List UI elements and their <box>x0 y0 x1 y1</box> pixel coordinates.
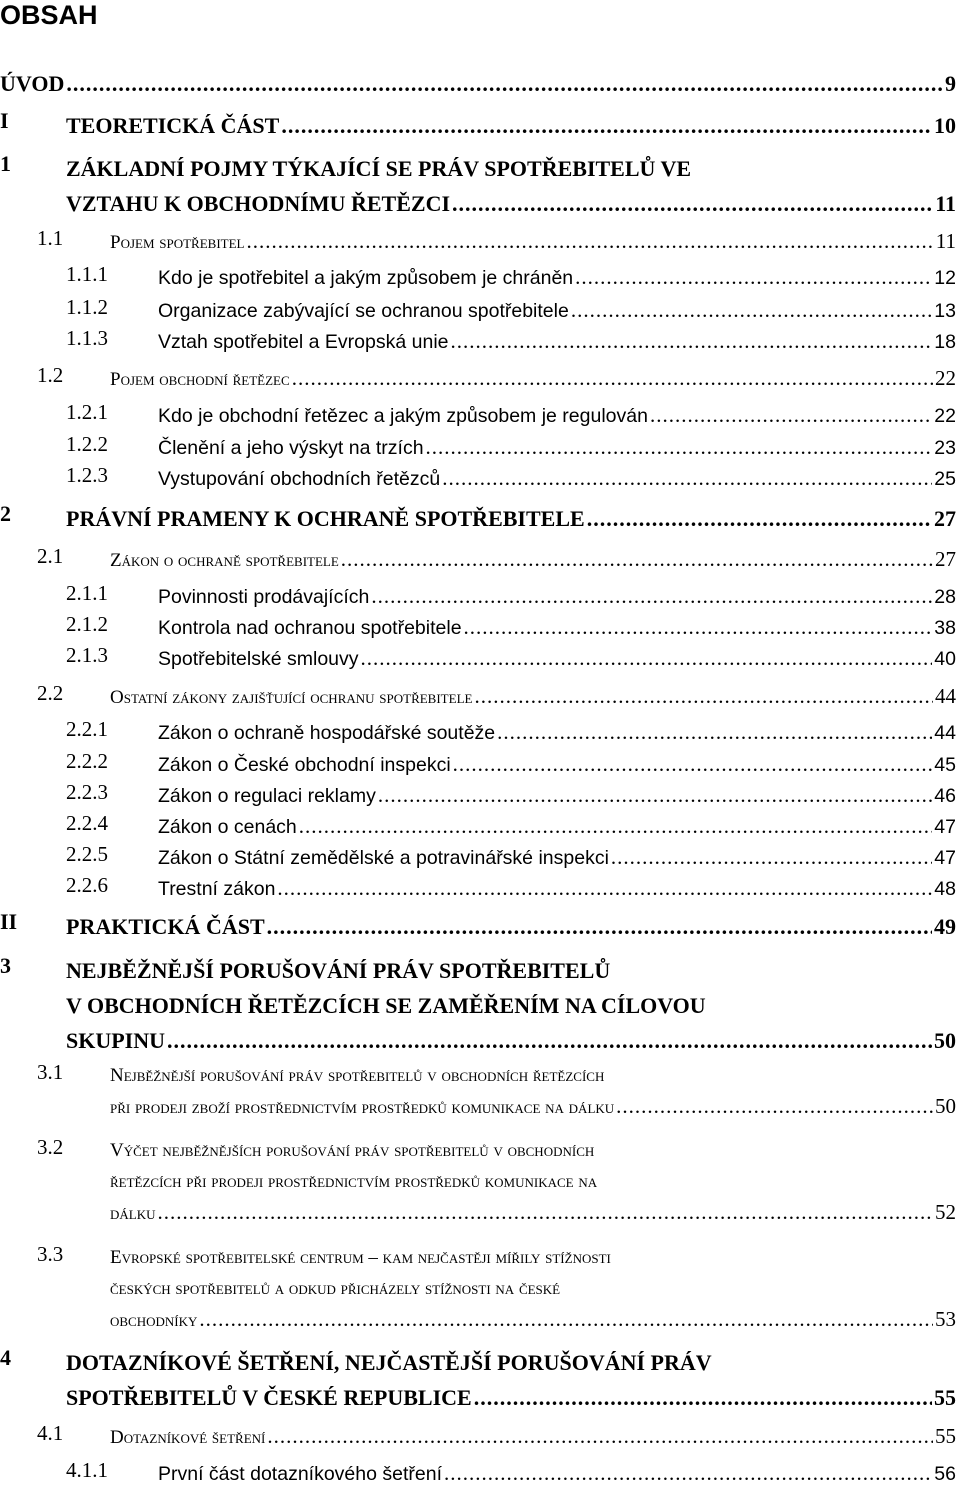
dot-leader <box>587 501 932 536</box>
dot-leader <box>371 581 932 612</box>
toc-entry-text <box>158 780 956 811</box>
dot-leader <box>474 681 933 712</box>
toc-entry-title: obchodníky <box>110 1310 198 1331</box>
dot-leader <box>650 400 932 431</box>
dot-leader <box>267 1421 933 1452</box>
toc-entry-page: 27 <box>934 506 956 531</box>
toc-entry-line <box>110 1242 956 1273</box>
toc-entry-number: 1.2 <box>37 363 64 387</box>
toc-entry-page: 55 <box>934 1385 956 1410</box>
toc-entry-page: 45 <box>934 754 956 776</box>
toc-entry-line <box>66 1023 956 1058</box>
toc-entry-number: 1 <box>0 151 11 176</box>
dot-leader <box>474 1380 932 1415</box>
toc-entry-title: Zákon o ochraně hospodářské soutěže <box>158 722 496 744</box>
toc-entry-title: Zákon o regulaci reklamy <box>158 785 376 807</box>
toc-entry-title: NEJBĚŽNĚJŠÍ PORUŠOVÁNÍ PRÁV SPOTŘEBITELŮ <box>66 958 611 983</box>
toc-entry-number: 2.1.3 <box>66 643 108 667</box>
toc-entry-page: 49 <box>934 914 956 939</box>
toc-entry-text <box>158 717 956 748</box>
toc-entry-page: 47 <box>934 847 956 869</box>
toc-entry-text <box>158 262 956 293</box>
toc-entry-number: 2.2.2 <box>66 749 108 773</box>
toc-entry-title: při prodeji zboží prostřednictvím prostředků komunikace na dálku <box>110 1097 615 1118</box>
toc-entry-number: 2.2.1 <box>66 717 108 741</box>
toc-entry-line <box>158 262 956 293</box>
toc-entry-number: 4 <box>0 1345 11 1370</box>
toc-entry-title: Povinnosti prodávajících <box>158 586 370 608</box>
toc-entry-title: SKUPINU <box>66 1028 166 1053</box>
toc-entry-page: 11 <box>935 191 956 216</box>
dot-leader <box>452 186 933 221</box>
toc-entry-page: 48 <box>934 878 956 900</box>
toc-entry-title: Členění a jeho výskyt na trzích <box>158 437 424 459</box>
toc-entry-text <box>158 749 956 780</box>
toc-entry-number: 3 <box>0 953 11 978</box>
toc-entry-title: SPOTŘEBITELŮ V ČESKÉ REPUBLICE <box>66 1385 472 1410</box>
dot-leader <box>292 363 933 394</box>
toc-entry-title: Organizace zabývající se ochranou spotřebitele <box>158 300 569 322</box>
toc-entry-page: 12 <box>934 267 956 289</box>
toc-entry-number: I <box>0 108 9 133</box>
toc-entry-line <box>110 544 956 575</box>
toc-entry-text <box>110 1421 956 1452</box>
toc-entry-line <box>158 295 956 326</box>
toc-entry-text <box>158 1458 956 1489</box>
toc-entry-text <box>158 873 956 904</box>
toc-entry-text <box>158 643 956 674</box>
toc-entry-text <box>110 226 956 257</box>
toc-entry-line <box>158 1458 956 1489</box>
toc-entry-title: V OBCHODNÍCH ŘETĚZCÍCH SE ZAMĚŘENÍM NA CÍLOVOU <box>66 993 706 1018</box>
toc-entry-line <box>110 1421 956 1452</box>
dot-leader <box>464 612 933 643</box>
toc-entry-line <box>66 108 956 143</box>
toc-entry-text <box>66 1345 956 1415</box>
toc-entry-page: 56 <box>934 1463 956 1485</box>
toc-entry-text <box>110 544 956 575</box>
toc-entry-number: 2.1 <box>37 544 64 568</box>
dot-leader <box>444 1458 932 1489</box>
toc-entry-line <box>158 432 956 463</box>
toc-entry-text <box>110 1135 956 1228</box>
toc-entry-text <box>158 295 956 326</box>
toc-entry-text <box>158 811 956 842</box>
toc-entry-text <box>110 681 956 712</box>
toc-entry-title: Evropské spotřebitelské centrum – kam nejčastěji mířily stížnosti <box>110 1247 611 1268</box>
dot-leader <box>616 1091 933 1122</box>
toc-entry-number: 1.1.1 <box>66 262 108 286</box>
toc-entry-line <box>158 643 956 674</box>
dot-leader <box>167 1023 932 1058</box>
toc-entry-title: Zákon o cenách <box>158 816 297 838</box>
toc-entry-page: 44 <box>934 722 956 744</box>
toc-entry-title: TEORETICKÁ ČÁST <box>66 113 280 138</box>
toc-entry-title: VZTAHU K OBCHODNÍMU ŘETĚZCI <box>66 191 451 216</box>
dot-leader <box>341 544 933 575</box>
toc-entry-line <box>66 1345 956 1380</box>
toc-entry-number: 1.1.3 <box>66 326 108 350</box>
dot-leader <box>451 326 933 357</box>
dot-leader <box>497 717 932 748</box>
toc-entry-title: Zákon o Státní zemědělské a potravinářské inspekci <box>158 847 609 869</box>
toc-entry-text <box>110 1060 956 1122</box>
toc-entry-title: dálku <box>110 1203 156 1224</box>
toc-entry-title: českých spotřebitelů a odkud přicházely stížnosti na české <box>110 1278 561 1299</box>
toc-entry-number: 4.1 <box>37 1421 64 1445</box>
toc-entry-line <box>158 780 956 811</box>
toc-entry-title: ZÁKLADNÍ POJMY TÝKAJÍCÍ SE PRÁV SPOTŘEBITELŮ VE <box>66 156 692 181</box>
dot-leader <box>611 842 932 873</box>
toc-entry-line <box>158 717 956 748</box>
dot-leader <box>453 749 933 780</box>
toc-entry-title: Pojem obchodní řetězec <box>110 369 290 390</box>
toc-entry-number: 2.1.1 <box>66 581 108 605</box>
toc-entry-text <box>66 909 956 944</box>
toc-entry-page: 44 <box>935 684 956 708</box>
toc-entry-title: Nejběžnější porušování práv spotřebitelů v obchodních řetězcích <box>110 1065 605 1086</box>
dot-leader <box>442 463 932 494</box>
dot-leader <box>299 811 933 842</box>
toc-entry-text <box>158 842 956 873</box>
toc-entry-number: 1.2.3 <box>66 463 108 487</box>
toc-entry-number: II <box>0 909 18 934</box>
toc-entry-text <box>66 501 956 536</box>
toc-entry-line <box>158 749 956 780</box>
toc-entry-line <box>158 581 956 612</box>
toc-entry-title: Kdo je obchodní řetězec a jakým způsobem je regulován <box>158 405 648 427</box>
toc-entry-title: DOTAZNÍKOVÉ ŠETŘENÍ, NEJČASTĚJŠÍ PORUŠOVÁNÍ PRÁV <box>66 1350 712 1375</box>
toc-entry-number: 1.1 <box>37 226 64 250</box>
toc-entry-text <box>158 581 956 612</box>
toc-entry-title: Výčet nejběžnějších porušování práv spotřebitelů v obchodních <box>110 1140 595 1161</box>
toc-entry-page: 47 <box>934 816 956 838</box>
dot-leader <box>247 226 934 257</box>
toc-entry-text <box>158 612 956 643</box>
toc-entry-line <box>158 811 956 842</box>
toc-entry-number: 2.2 <box>37 681 64 705</box>
toc-entry-page: 50 <box>934 1028 956 1053</box>
toc-entry-number: 1.2.1 <box>66 400 108 424</box>
toc-entry-number: 1.2.2 <box>66 432 108 456</box>
toc-entry-page: 18 <box>934 331 956 353</box>
toc-entry-page: 23 <box>934 437 956 459</box>
toc-entry-line <box>110 1166 956 1197</box>
toc-entry-line <box>66 988 956 1023</box>
page-title: OBSAH <box>0 0 98 30</box>
toc-entry-page: 40 <box>934 648 956 670</box>
toc-entry-page: 10 <box>934 113 956 138</box>
toc-entry-page: 46 <box>934 785 956 807</box>
toc-entry-title: Kdo je spotřebitel a jakým způsobem je chráněn <box>158 267 574 289</box>
dot-leader <box>378 780 932 811</box>
toc-entry-title: Kontrola nad ochranou spotřebitele <box>158 617 462 639</box>
toc-entry-page: 38 <box>934 617 956 639</box>
toc-entry-text <box>66 108 956 143</box>
toc-entry-line <box>66 186 956 221</box>
toc-entry-page: 9 <box>945 71 956 96</box>
toc-entry-title: Zákon o ochraně spotřebitele <box>110 550 339 571</box>
toc-entry-line <box>158 842 956 873</box>
toc-entry-line <box>0 66 956 101</box>
toc-entry-text <box>110 363 956 394</box>
toc-entry-title: Pojem spotřebitel <box>110 232 245 253</box>
toc-entry-number: 2.1.2 <box>66 612 108 636</box>
toc-entry-page: 55 <box>935 1424 956 1448</box>
dot-leader <box>277 873 932 904</box>
dot-leader <box>158 1197 934 1228</box>
toc-entry-line <box>66 501 956 536</box>
toc-entry-title: ÚVOD <box>0 71 65 96</box>
toc-entry-line <box>110 226 956 257</box>
dot-leader <box>281 108 932 143</box>
toc-entry-page: 28 <box>934 586 956 608</box>
toc-entry-line <box>110 1060 956 1091</box>
toc-entry-title: Dotazníkové šetření <box>110 1427 266 1448</box>
toc-entry-page: 13 <box>934 300 956 322</box>
toc-entry-line <box>110 1135 956 1166</box>
toc-entry-title: První část dotazníkového šetření <box>158 1463 442 1485</box>
toc-entry-line <box>110 681 956 712</box>
toc-entry-line <box>66 151 956 186</box>
toc-entry-text <box>158 463 956 494</box>
toc-entry-page: 50 <box>935 1094 956 1118</box>
toc-entry-number: 2.2.5 <box>66 842 108 866</box>
dot-leader <box>575 262 932 293</box>
toc-entry-text <box>158 432 956 463</box>
toc-entry-title: Vystupování obchodních řetězců <box>158 468 441 490</box>
toc-entry-title: řetězcích při prodeji prostřednictvím prostředků komunikace na <box>110 1171 598 1192</box>
toc-entry-line <box>158 463 956 494</box>
toc-entry-text <box>0 66 956 101</box>
toc-entry-title: Trestní zákon <box>158 878 276 900</box>
toc-entry-page: 11 <box>935 229 956 253</box>
toc-entry-page: 27 <box>935 547 956 571</box>
toc-entry-line <box>158 873 956 904</box>
toc-entry-number: 2.2.6 <box>66 873 108 897</box>
toc-entry-title: PRÁVNÍ PRAMENY K OCHRANĚ SPOTŘEBITELE <box>66 506 585 531</box>
dot-leader <box>66 66 943 101</box>
dot-leader <box>426 432 933 463</box>
toc-entry-line <box>158 326 956 357</box>
toc-entry-text <box>158 400 956 431</box>
dot-leader <box>361 643 933 674</box>
toc-entry-text <box>66 953 956 1058</box>
dot-leader <box>199 1304 933 1335</box>
toc-entry-page: 22 <box>934 405 956 427</box>
toc-entry-number: 2.2.4 <box>66 811 108 835</box>
toc-entry-page: 25 <box>934 468 956 490</box>
toc-entry-title: PRAKTICKÁ ČÁST <box>66 914 265 939</box>
toc-entry-line <box>158 612 956 643</box>
toc-entry-line <box>158 400 956 431</box>
toc-entry-line <box>110 1197 956 1228</box>
toc-entry-line <box>110 1304 956 1335</box>
toc-entry-page: 22 <box>935 366 956 390</box>
toc-entry-title: Vztah spotřebitel a Evropská unie <box>158 331 449 353</box>
toc-entry-text <box>110 1242 956 1335</box>
toc-entry-page: 53 <box>935 1307 956 1331</box>
toc-entry-title: Ostatní zákony zajišťující ochranu spotřebitele <box>110 687 473 708</box>
toc-entry-number: 4.1.1 <box>66 1458 108 1482</box>
toc-entry-line <box>110 1273 956 1304</box>
toc-entry-number: 3.1 <box>37 1060 64 1084</box>
toc-entry-line <box>110 1091 956 1122</box>
toc-entry-line <box>66 953 956 988</box>
dot-leader <box>267 909 932 944</box>
toc-entry-line <box>66 1380 956 1415</box>
dot-leader <box>571 295 932 326</box>
toc-entry-page: 52 <box>935 1200 956 1224</box>
toc-entry-line <box>110 363 956 394</box>
toc-entry-number: 3.3 <box>37 1242 64 1266</box>
toc-entry-number: 2.2.3 <box>66 780 108 804</box>
toc-entry-title: Zákon o České obchodní inspekci <box>158 754 451 776</box>
toc-entry-text <box>158 326 956 357</box>
toc-entry-number: 3.2 <box>37 1135 64 1159</box>
toc-entry-title: Spotřebitelské smlouvy <box>158 648 359 670</box>
toc-entry-line <box>66 909 956 944</box>
toc-entry-text <box>66 151 956 221</box>
toc-entry-number: 2 <box>0 501 11 526</box>
toc-entry-number: 1.1.2 <box>66 295 108 319</box>
